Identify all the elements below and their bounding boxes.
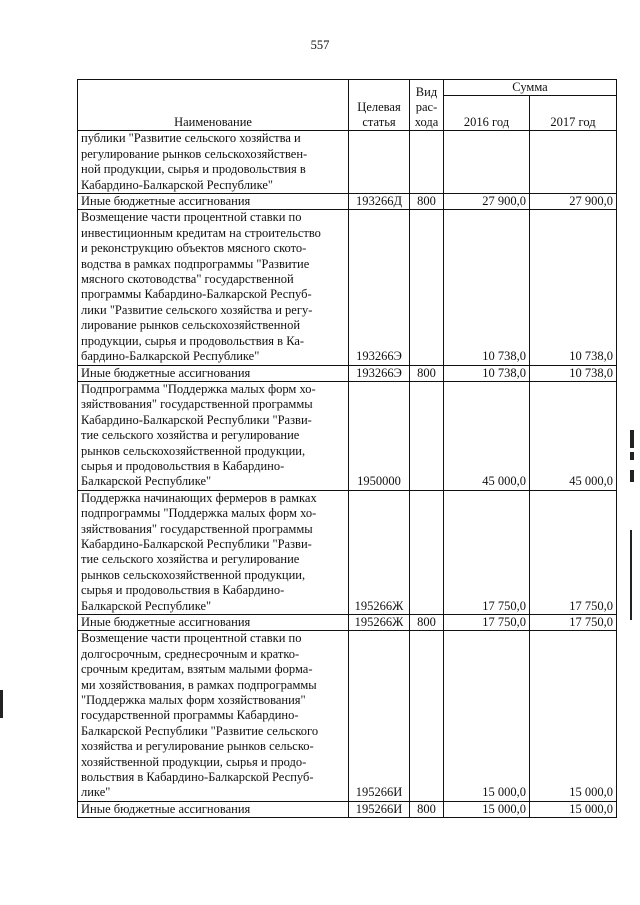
row-name-cell (78, 381, 349, 490)
row-name-cell (78, 194, 349, 210)
header-year-2016: 2016 год (444, 96, 530, 131)
row-name-cell (78, 365, 349, 381)
row-amount-2016-cell (444, 131, 530, 194)
row-amount-2016-cell: 10 738,0 (444, 210, 530, 365)
row-name-cell (78, 615, 349, 631)
row-name-text: Иные бюджетные ассигнования (81, 801, 251, 816)
row-amount-2017-cell: 15 000,0 (530, 631, 617, 801)
row-name-cell (78, 631, 349, 801)
row-name-text: Подпрограмма "Поддержка малых форм хо- зяйствования" государственной программы Кабардино-Балкарской Республики "Разви- тие сельского хозяйства и регулирование рынков сельскохозяйственной продукции, сырья и продовольствия в Кабардино- Балкарской Республике" (81, 381, 316, 489)
table-body (78, 131, 617, 818)
row-target-article-cell: 1950000 (349, 381, 410, 490)
row-target-article-cell: 193266Э (349, 210, 410, 365)
row-expense-type-cell (410, 131, 444, 194)
page-number: 557 (310, 38, 330, 52)
row-amount-2017-cell: 17 750,0 (530, 615, 617, 631)
header-year-2017: 2017 год (530, 96, 617, 131)
table-row (78, 365, 617, 381)
header-expense-type-line: Вид (415, 85, 438, 100)
scan-edge-mark (630, 530, 632, 620)
row-amount-2016-cell: 15 000,0 (444, 631, 530, 801)
row-target-article-cell (349, 131, 410, 194)
row-name-text: Иные бюджетные ассигнования (81, 615, 251, 629)
row-amount-2016-cell: 15 000,0 (444, 801, 530, 817)
row-amount-2016-cell: 10 738,0 (444, 365, 530, 381)
row-target-article-cell: 195266И (349, 801, 410, 817)
table-row (78, 210, 617, 365)
scan-edge-mark (0, 690, 3, 718)
table-row (78, 131, 617, 194)
row-name-text: Возмещение части процентной ставки по инвестиционным кредитам на строительство и реконструкцию объектов мясного ското- водства в рамках подпрограммы "Развитие мясного скотоводства" государственной программы Кабардино-Балкарской Респуб- лики "Развитие сельского хозяйства и регу- лирование рынков сельскохозяйственной продукции, сырья и продовольствия в Ка- бардино-Балкарской Республике" (81, 210, 321, 364)
header-expense-type-line: рас- (415, 100, 438, 115)
table-row (78, 490, 617, 614)
scan-edge-mark (630, 452, 634, 460)
row-amount-2017-cell: 15 000,0 (530, 801, 617, 817)
row-target-article-cell: 195266Ж (349, 615, 410, 631)
row-amount-2017-cell: 10 738,0 (530, 365, 617, 381)
row-name-text: Поддержка начинающих фермеров в рамках подпрограммы "Поддержка малых форм хо- зяйствования" государственной программы Кабардино-Балкарской Республики "Разви- тие сельского хозяйства и регулирование рынков сельскохозяйственной продукции, сырья и продовольствия в Кабардино- Балкарской Республике" (81, 490, 317, 613)
row-expense-type-cell (410, 490, 444, 614)
scan-edge-mark (630, 470, 634, 482)
header-expense-type-line: хода (414, 115, 439, 130)
row-amount-2016-cell: 45 000,0 (444, 381, 530, 490)
row-name-text: Иные бюджетные ассигнования (81, 194, 251, 209)
row-expense-type-cell: 800 (410, 365, 444, 381)
table-header (78, 80, 617, 131)
row-target-article-cell: 193266Д (349, 194, 410, 210)
row-target-article-cell: 195266Ж (349, 490, 410, 614)
row-name-text: Возмещение части процентной ставки по долгосрочным, среднесрочным и кратко- срочным кредитам, взятым малыми форма- ми хозяйствования, в рамках подпрограммы "Поддержка малых форм хозяйствования" государственной программы Кабардино- Балкарской Республики "Развитие сельского хозяйства и регулирование рынков сельско- хозяйственной продукции, сырья и продо- вольствия в Кабардино-Балкарской Респуб- лике" (81, 631, 319, 800)
scan-edge-mark (630, 430, 634, 448)
table-row (78, 381, 617, 490)
row-expense-type-cell (410, 631, 444, 801)
row-amount-2017-cell: 17 750,0 (530, 490, 617, 614)
row-name-cell (78, 210, 349, 365)
row-target-article-cell: 193266Э (349, 365, 410, 381)
row-amount-2017-cell: 10 738,0 (530, 210, 617, 365)
header-name: Наименование (78, 80, 349, 131)
row-amount-2016-cell: 17 750,0 (444, 490, 530, 614)
row-amount-2017-cell: 45 000,0 (530, 381, 617, 490)
table-row (78, 801, 617, 817)
row-expense-type-cell (410, 210, 444, 365)
table-row (78, 615, 617, 631)
row-amount-2017-cell (530, 131, 617, 194)
row-name-cell (78, 490, 349, 614)
table-row (78, 631, 617, 801)
row-expense-type-cell: 800 (410, 801, 444, 817)
table-row (78, 194, 617, 210)
row-name-text: Иные бюджетные ассигнования (81, 365, 251, 380)
row-amount-2017-cell: 27 900,0 (530, 194, 617, 210)
row-name-cell (78, 131, 349, 194)
row-expense-type-cell (410, 381, 444, 490)
row-amount-2016-cell: 17 750,0 (444, 615, 530, 631)
row-expense-type-cell: 800 (410, 615, 444, 631)
row-amount-2016-cell: 27 900,0 (444, 194, 530, 210)
row-name-cell (78, 801, 349, 817)
row-expense-type-cell: 800 (410, 194, 444, 210)
header-expense-type (410, 80, 444, 131)
row-target-article-cell: 195266И (349, 631, 410, 801)
header-sum: Сумма (444, 80, 617, 96)
row-name-text: публики "Развитие сельского хозяйства и регулирование рынков сельскохозяйствен- ной продукции, сырья и продовольствия в Кабардино-Балкарской Республике" (81, 131, 308, 192)
budget-table (77, 79, 617, 818)
header-target-article: Целевая статья (349, 80, 410, 131)
